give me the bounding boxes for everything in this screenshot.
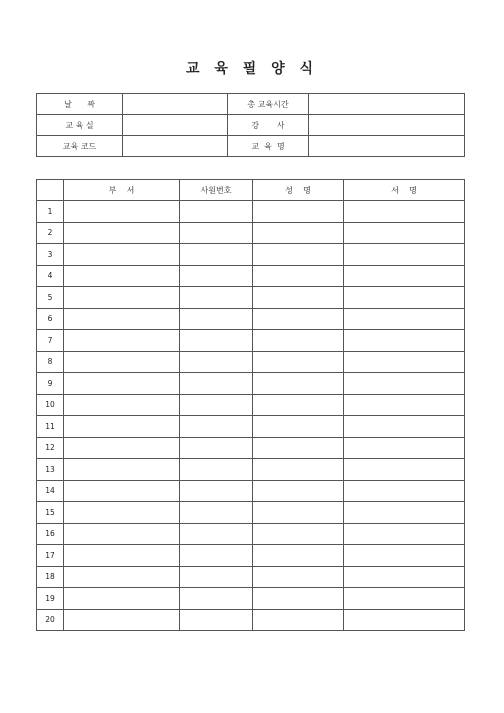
table-row	[37, 566, 465, 588]
signature-cell[interactable]	[344, 459, 465, 481]
table-row	[37, 201, 465, 223]
department-cell[interactable]	[64, 351, 180, 373]
table-row	[37, 265, 465, 287]
employee-id-cell[interactable]	[180, 330, 253, 352]
row-number: 8	[37, 351, 64, 373]
classroom-label: 교 육 실	[37, 115, 123, 136]
department-cell[interactable]	[64, 308, 180, 330]
info-row	[37, 115, 465, 136]
department-cell[interactable]	[64, 609, 180, 631]
row-number: 18	[37, 566, 64, 588]
header-signature: 서 명	[344, 180, 465, 201]
signature-cell[interactable]	[344, 201, 465, 223]
instructor-label: 강 사	[228, 115, 309, 136]
employee-id-cell[interactable]	[180, 287, 253, 309]
employee-id-cell[interactable]	[180, 222, 253, 244]
signature-cell[interactable]	[344, 287, 465, 309]
signature-cell[interactable]	[344, 265, 465, 287]
employee-id-cell[interactable]	[180, 244, 253, 266]
header-employee-id: 사원번호	[180, 180, 253, 201]
classroom-field[interactable]	[123, 115, 228, 136]
course-name-label: 교 육 명	[228, 136, 309, 157]
signature-cell[interactable]	[344, 480, 465, 502]
header-number	[37, 180, 64, 201]
employee-id-cell[interactable]	[180, 480, 253, 502]
attendance-header-row	[37, 180, 465, 201]
department-cell[interactable]	[64, 523, 180, 545]
department-cell[interactable]	[64, 201, 180, 223]
name-cell[interactable]	[253, 373, 344, 395]
employee-id-cell[interactable]	[180, 459, 253, 481]
row-number: 10	[37, 394, 64, 416]
table-row	[37, 244, 465, 266]
employee-id-cell[interactable]	[180, 308, 253, 330]
signature-cell[interactable]	[344, 308, 465, 330]
employee-id-cell[interactable]	[180, 566, 253, 588]
table-row	[37, 545, 465, 567]
table-row	[37, 480, 465, 502]
row-number: 4	[37, 265, 64, 287]
name-cell[interactable]	[253, 437, 344, 459]
department-cell[interactable]	[64, 437, 180, 459]
date-field[interactable]	[123, 94, 228, 115]
employee-id-cell[interactable]	[180, 351, 253, 373]
signature-cell[interactable]	[344, 416, 465, 438]
row-number: 12	[37, 437, 64, 459]
name-cell[interactable]	[253, 222, 344, 244]
signature-cell[interactable]	[344, 545, 465, 567]
row-number: 2	[37, 222, 64, 244]
row-number: 6	[37, 308, 64, 330]
table-row	[37, 609, 465, 631]
employee-id-cell[interactable]	[180, 394, 253, 416]
department-cell[interactable]	[64, 545, 180, 567]
table-row	[37, 222, 465, 244]
row-number: 19	[37, 588, 64, 610]
employee-id-cell[interactable]	[180, 502, 253, 524]
name-cell[interactable]	[253, 351, 344, 373]
department-cell[interactable]	[64, 502, 180, 524]
department-cell[interactable]	[64, 566, 180, 588]
table-row	[37, 588, 465, 610]
signature-cell[interactable]	[344, 351, 465, 373]
name-cell[interactable]	[253, 330, 344, 352]
name-cell[interactable]	[253, 588, 344, 610]
name-cell[interactable]	[253, 523, 344, 545]
row-number: 11	[37, 416, 64, 438]
row-number: 14	[37, 480, 64, 502]
row-number: 3	[37, 244, 64, 266]
name-cell[interactable]	[253, 308, 344, 330]
signature-cell[interactable]	[344, 437, 465, 459]
signature-cell[interactable]	[344, 394, 465, 416]
course-code-label: 교육 코드	[37, 136, 123, 157]
info-row	[37, 94, 465, 115]
employee-id-cell[interactable]	[180, 588, 253, 610]
row-number: 1	[37, 201, 64, 223]
name-cell[interactable]	[253, 416, 344, 438]
department-cell[interactable]	[64, 330, 180, 352]
total-hours-label: 총 교육시간	[228, 94, 309, 115]
table-row	[37, 437, 465, 459]
table-row	[37, 394, 465, 416]
name-cell[interactable]	[253, 545, 344, 567]
signature-cell[interactable]	[344, 373, 465, 395]
row-number: 16	[37, 523, 64, 545]
name-cell[interactable]	[253, 244, 344, 266]
signature-cell[interactable]	[344, 523, 465, 545]
signature-cell[interactable]	[344, 330, 465, 352]
department-cell[interactable]	[64, 416, 180, 438]
department-cell[interactable]	[64, 588, 180, 610]
name-cell[interactable]	[253, 265, 344, 287]
name-cell[interactable]	[253, 201, 344, 223]
name-cell[interactable]	[253, 502, 344, 524]
name-cell[interactable]	[253, 609, 344, 631]
attendance-table	[36, 179, 465, 631]
employee-id-cell[interactable]	[180, 437, 253, 459]
signature-cell[interactable]	[344, 588, 465, 610]
course-name-field[interactable]	[309, 136, 465, 157]
employee-id-cell[interactable]	[180, 609, 253, 631]
table-row	[37, 287, 465, 309]
employee-id-cell[interactable]	[180, 265, 253, 287]
employee-id-cell[interactable]	[180, 416, 253, 438]
table-row	[37, 351, 465, 373]
signature-cell[interactable]	[344, 566, 465, 588]
department-cell[interactable]	[64, 480, 180, 502]
instructor-field[interactable]	[309, 115, 465, 136]
employee-id-cell[interactable]	[180, 545, 253, 567]
signature-cell[interactable]	[344, 222, 465, 244]
row-number: 17	[37, 545, 64, 567]
name-cell[interactable]	[253, 287, 344, 309]
name-cell[interactable]	[253, 480, 344, 502]
table-row	[37, 416, 465, 438]
signature-cell[interactable]	[344, 502, 465, 524]
table-row	[37, 459, 465, 481]
row-number: 13	[37, 459, 64, 481]
department-cell[interactable]	[64, 265, 180, 287]
employee-id-cell[interactable]	[180, 373, 253, 395]
row-number: 5	[37, 287, 64, 309]
form-title: 교 육 필 양 식	[185, 61, 319, 77]
employee-id-cell[interactable]	[180, 523, 253, 545]
table-row	[37, 330, 465, 352]
row-number: 15	[37, 502, 64, 524]
table-row	[37, 523, 465, 545]
header-department: 부 서	[64, 180, 180, 201]
department-cell[interactable]	[64, 287, 180, 309]
row-number: 9	[37, 373, 64, 395]
signature-cell[interactable]	[344, 609, 465, 631]
course-info-table	[36, 93, 465, 157]
header-name: 성 명	[253, 180, 344, 201]
department-cell[interactable]	[64, 244, 180, 266]
name-cell[interactable]	[253, 566, 344, 588]
department-cell[interactable]	[64, 222, 180, 244]
department-cell[interactable]	[64, 394, 180, 416]
course-code-field[interactable]	[123, 136, 228, 157]
name-cell[interactable]	[253, 459, 344, 481]
row-number: 7	[37, 330, 64, 352]
signature-cell[interactable]	[344, 244, 465, 266]
employee-id-cell[interactable]	[180, 201, 253, 223]
table-row	[37, 308, 465, 330]
name-cell[interactable]	[253, 394, 344, 416]
row-number: 20	[37, 609, 64, 631]
department-cell[interactable]	[64, 459, 180, 481]
date-label: 날 짜	[37, 94, 123, 115]
table-row	[37, 502, 465, 524]
info-row	[37, 136, 465, 157]
table-row	[37, 373, 465, 395]
total-hours-field[interactable]	[309, 94, 465, 115]
department-cell[interactable]	[64, 373, 180, 395]
